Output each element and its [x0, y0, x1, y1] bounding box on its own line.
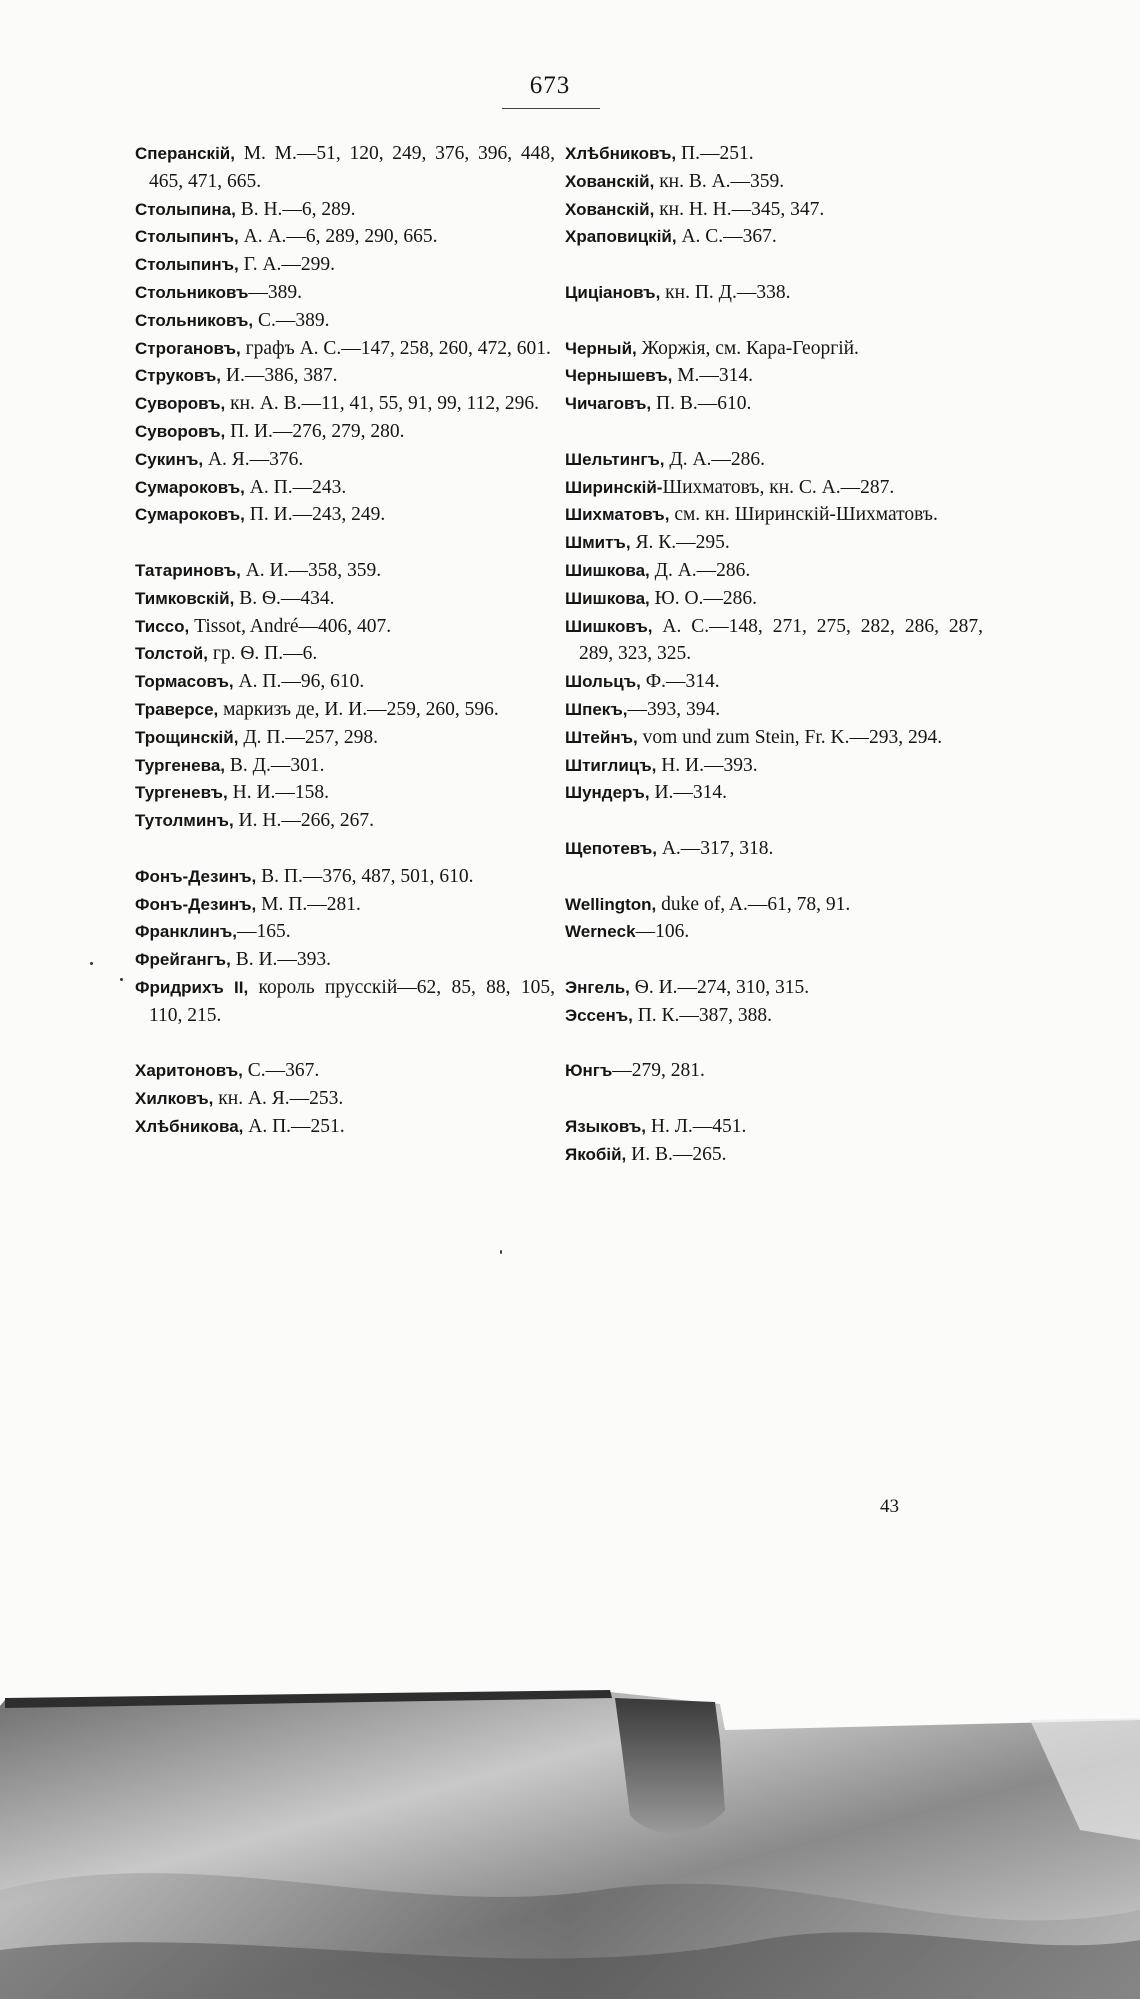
- index-entry-refs: С.—389.: [253, 309, 330, 331]
- index-entry-name: Строгановъ,: [135, 338, 241, 358]
- index-entry: [135, 668, 555, 696]
- index-entry-name: Франклинъ,: [135, 922, 237, 942]
- index-entry: [135, 946, 555, 974]
- index-entry-refs: П. В.—610.: [651, 393, 752, 415]
- index-entry-refs: см. кн. Ширинскій-Шихматовъ.: [669, 504, 938, 526]
- index-entry-name: Столыпинъ,: [135, 227, 239, 247]
- index-entry-refs: А. С.—148, 271, 275, 282, 286, 287, 289, 323, 325.: [579, 615, 983, 665]
- index-entry: [565, 335, 983, 363]
- index-entry: [135, 807, 555, 835]
- index-entry: [135, 196, 555, 224]
- index-entry: [565, 196, 983, 224]
- index-entry-refs: кн. А. Я.—253.: [213, 1088, 344, 1110]
- index-entry-refs: графъ А. С.—147, 258, 260, 472, 601.: [240, 337, 551, 359]
- index-entry: [135, 418, 555, 446]
- index-column-left: [135, 140, 555, 1141]
- index-entry-name: Струковъ,: [135, 366, 222, 386]
- index-entry-name: Храповицкій,: [565, 227, 677, 247]
- index-entry-name: Ширинскій-: [565, 477, 663, 497]
- index-entry-refs: Д. А.—286.: [649, 559, 751, 581]
- index-entry: [565, 1002, 983, 1030]
- index-entry-refs: Ф.—314.: [640, 671, 720, 693]
- index-entry-refs: маркизъ де, И. И.—259, 260, 596.: [218, 698, 499, 720]
- index-entry-name: Харитоновъ,: [135, 1061, 243, 1081]
- index-entry-name: Хованскій,: [565, 171, 655, 191]
- index-entry-name: Шельтингъ,: [565, 449, 665, 469]
- index-entry-refs: И. Н.—266, 267.: [233, 810, 374, 832]
- speck: [500, 1250, 502, 1254]
- index-entry-refs: М.—314.: [672, 365, 754, 387]
- index-entry-refs: кн. А. В.—11, 41, 55, 91, 99, 112, 296.: [225, 393, 539, 415]
- index-entry: [565, 446, 983, 474]
- index-entry: [135, 279, 555, 307]
- index-entry-refs: Д. А.—286.: [664, 448, 766, 470]
- index-entry-name: Тутолминъ,: [135, 811, 234, 831]
- index-entry-name: Фрейгангъ,: [135, 950, 231, 970]
- index-entry: [565, 557, 983, 585]
- index-entry: [135, 974, 555, 1030]
- index-entry-name: Штиглицъ,: [565, 755, 657, 775]
- index-entry-name: Столыпинъ,: [135, 255, 239, 275]
- index-entry-refs: —393, 394.: [627, 698, 721, 720]
- index-entry-refs: duke of, A.—61, 78, 91.: [656, 893, 851, 915]
- index-entry: [565, 891, 983, 919]
- index-entry: [565, 474, 983, 502]
- index-entry-refs: Н. Л.—451.: [646, 1115, 747, 1137]
- index-entry-name: Юнгъ: [565, 1061, 613, 1081]
- index-entry-name: Шмитъ,: [565, 533, 631, 553]
- index-entry: [565, 140, 983, 168]
- index-entry: [565, 168, 983, 196]
- index-entry-name: Шишкова,: [565, 560, 650, 580]
- index-entry-name: Щепотевъ,: [565, 838, 657, 858]
- index-entry-refs: В. Д.—301.: [225, 754, 325, 776]
- index-entry: [135, 474, 555, 502]
- index-entry-refs: П.—251.: [676, 143, 754, 164]
- index-entry: [565, 529, 983, 557]
- index-entry: [565, 696, 983, 724]
- index-entry-name: Сумароковъ,: [135, 505, 245, 525]
- index-entry-refs: Г. А.—299.: [238, 254, 336, 276]
- index-entry-refs: А.—317, 318.: [656, 837, 774, 859]
- index-entry-refs: И. В.—265.: [626, 1143, 727, 1165]
- index-entry-name: Хилковъ,: [135, 1089, 214, 1109]
- index-entry-refs: кн. Н. Н.—345, 347.: [654, 198, 825, 220]
- index-entry-name: Тургеневъ,: [135, 783, 228, 803]
- index-entry: [135, 557, 555, 585]
- index-entry-name: Стольниковъ,: [135, 310, 254, 330]
- index-entry: [135, 362, 555, 390]
- signature-mark: 43: [880, 1496, 899, 1517]
- index-entry: [135, 446, 555, 474]
- index-entry: [565, 1113, 983, 1141]
- index-entry: [135, 140, 555, 196]
- index-entry: [565, 835, 983, 863]
- index-entry-name: Суворовъ,: [135, 394, 226, 414]
- index-entry: [135, 613, 555, 641]
- index-entry-refs: —165.: [236, 921, 291, 943]
- index-entry-name: Хованскій,: [565, 199, 655, 219]
- index-entry-name: Суворовъ,: [135, 421, 226, 441]
- index-entry-refs: король прусскій—62, 85, 88, 105, 110, 215.: [149, 976, 555, 1026]
- scan-thumb-shadow: [0, 1690, 1140, 1999]
- speck: [120, 978, 123, 981]
- index-entry-name: Якобій,: [565, 1144, 627, 1164]
- index-entry: [135, 640, 555, 668]
- index-entry-name: Шольцъ,: [565, 672, 641, 692]
- index-entry-name: Цицiановъ,: [565, 282, 661, 302]
- index-entry: [135, 724, 555, 752]
- index-entry-name: Хлѣбникова,: [135, 1116, 244, 1136]
- index-entry-refs: кн. В. А.—359.: [654, 170, 785, 192]
- index-entry: [135, 335, 555, 363]
- index-entry-refs: В. Н.—6, 289.: [235, 198, 356, 220]
- index-entry-refs: М. М.—51, 120, 249, 376, 396, 448, 465, 471, 665.: [149, 143, 555, 192]
- index-entry-refs: гр. Ѳ. П.—6.: [207, 643, 318, 665]
- index-entry-name: Энгель,: [565, 977, 630, 997]
- index-entry: [565, 223, 983, 251]
- index-entry-name: Трощинскій,: [135, 727, 239, 747]
- index-entry-refs: vom und zum Stein, Fr. K.—293, 294.: [637, 726, 943, 748]
- index-entry-refs: И.—314.: [649, 782, 728, 804]
- index-entry-refs: Я. К.—295.: [630, 532, 730, 554]
- index-entry-name: Шишковъ,: [565, 616, 653, 636]
- index-entry-name: Шундеръ,: [565, 783, 650, 803]
- index-entry-name: Сперанскій,: [135, 144, 235, 163]
- index-entry-name: Столыпина,: [135, 199, 236, 219]
- index-entry: [565, 279, 983, 307]
- index-entry-name: Сукинъ,: [135, 449, 204, 469]
- index-entry-refs: П. К.—387, 388.: [632, 1004, 773, 1026]
- index-entry-name: Wellington,: [565, 894, 657, 914]
- speck: [90, 962, 93, 965]
- index-entry-name: Шихматовъ,: [565, 505, 670, 525]
- index-entry: [565, 585, 983, 613]
- index-entry-refs: Д. П.—257, 298.: [238, 726, 378, 748]
- index-entry-name: Тимковскій,: [135, 588, 235, 608]
- index-entry: [135, 779, 555, 807]
- index-entry-name: Сумароковъ,: [135, 477, 245, 497]
- index-entry-name: Шишкова,: [565, 588, 650, 608]
- index-entry-name: Толстой,: [135, 644, 208, 664]
- index-entry-name: Тиссо,: [135, 616, 190, 636]
- index-entry-refs: —389.: [248, 281, 303, 303]
- index-entry-name: Фонъ-Дезинъ,: [135, 866, 257, 886]
- index-entry-refs: А. П.—96, 610.: [233, 671, 365, 693]
- index-entry: [135, 585, 555, 613]
- index-entry-refs: Н. И.—158.: [227, 782, 330, 804]
- index-entry: [135, 1085, 555, 1113]
- index-entry-name: Татариновъ,: [135, 560, 241, 580]
- index-entry: [135, 501, 555, 529]
- index-entry-refs: П. И.—243, 249.: [244, 504, 386, 526]
- index-entry-name: Тургенева,: [135, 755, 226, 775]
- index-entry-name: Werneck: [565, 922, 636, 942]
- index-entry-refs: А. А.—6, 289, 290, 665.: [238, 226, 438, 248]
- index-entry: [565, 390, 983, 418]
- index-column-right: [565, 140, 983, 1168]
- index-entry: [135, 918, 555, 946]
- index-entry-refs: Tissot, André—406, 407.: [189, 615, 392, 637]
- index-entry: [565, 974, 983, 1002]
- index-entry-name: Траверсе,: [135, 699, 219, 719]
- index-entry-refs: П. И.—276, 279, 280.: [225, 420, 405, 442]
- index-entry: [565, 779, 983, 807]
- index-entry-refs: В. П.—376, 487, 501, 610.: [256, 865, 474, 887]
- index-entry-refs: И.—386, 387.: [221, 365, 338, 387]
- index-entry-refs: кн. П. Д.—338.: [660, 281, 791, 303]
- index-entry: [565, 918, 983, 946]
- index-entry-name: Тормасовъ,: [135, 672, 234, 692]
- index-entry-refs: В. И.—393.: [230, 949, 332, 971]
- index-entry-refs: М. П.—281.: [256, 893, 361, 915]
- index-entry-name: Хлѣбниковъ,: [565, 144, 677, 163]
- page-number: 673: [529, 72, 571, 99]
- index-entry: [135, 752, 555, 780]
- index-entry-name: Языковъ,: [565, 1116, 646, 1136]
- index-entry-name: Штейнъ,: [565, 727, 638, 747]
- index-entry: [565, 668, 983, 696]
- index-entry-refs: Ю. О.—286.: [649, 587, 758, 609]
- index-entry: [565, 1057, 983, 1085]
- index-entry-name: Чернышевъ,: [565, 366, 673, 386]
- index-entry: [135, 251, 555, 279]
- index-entry: [135, 891, 555, 919]
- index-entry-name: Черный,: [565, 338, 637, 358]
- index-entry-name: Фридрихъ II,: [135, 977, 249, 997]
- index-entry: [565, 724, 983, 752]
- index-entry: [135, 223, 555, 251]
- index-entry-name: Фонъ-Дезинъ,: [135, 894, 257, 914]
- index-entry: [135, 1113, 555, 1141]
- index-entry: [565, 613, 983, 669]
- index-entry-name: Эссенъ,: [565, 1005, 633, 1025]
- index-entry-refs: А. И.—358, 359.: [240, 559, 382, 581]
- index-entry: [135, 307, 555, 335]
- index-entry-refs: —106.: [635, 921, 690, 943]
- index-entry: [135, 863, 555, 891]
- index-entry: [135, 696, 555, 724]
- index-entry-refs: С.—367.: [242, 1060, 320, 1082]
- index-entry-refs: Жоржія, см. Кара-Георгій.: [636, 337, 859, 359]
- index-entry-refs: А. Я.—376.: [203, 448, 304, 470]
- index-entry-refs: А. П.—243.: [244, 476, 347, 498]
- index-entry-name: Стольниковъ: [135, 282, 249, 302]
- index-entry: [565, 501, 983, 529]
- index-entry: [135, 390, 555, 418]
- index-entry-refs: Шихматовъ, кн. С. А.—287.: [662, 476, 895, 498]
- index-entry-refs: А. С.—367.: [676, 226, 777, 248]
- index-entry: [135, 1057, 555, 1085]
- index-entry-refs: А. П.—251.: [243, 1115, 345, 1137]
- index-entry-refs: —279, 281.: [612, 1060, 705, 1082]
- index-entry-name: Шпекъ,: [565, 699, 628, 719]
- index-entry-name: Чичаговъ,: [565, 394, 652, 414]
- index-entry: [565, 752, 983, 780]
- index-entry: [565, 1141, 983, 1169]
- index-entry-refs: В. Ѳ.—434.: [234, 587, 335, 609]
- index-entry: [565, 362, 983, 390]
- page-number-rule: [502, 108, 600, 109]
- index-entry-refs: Ѳ. И.—274, 310, 315.: [629, 976, 810, 998]
- index-entry-refs: Н. И.—393.: [656, 754, 758, 776]
